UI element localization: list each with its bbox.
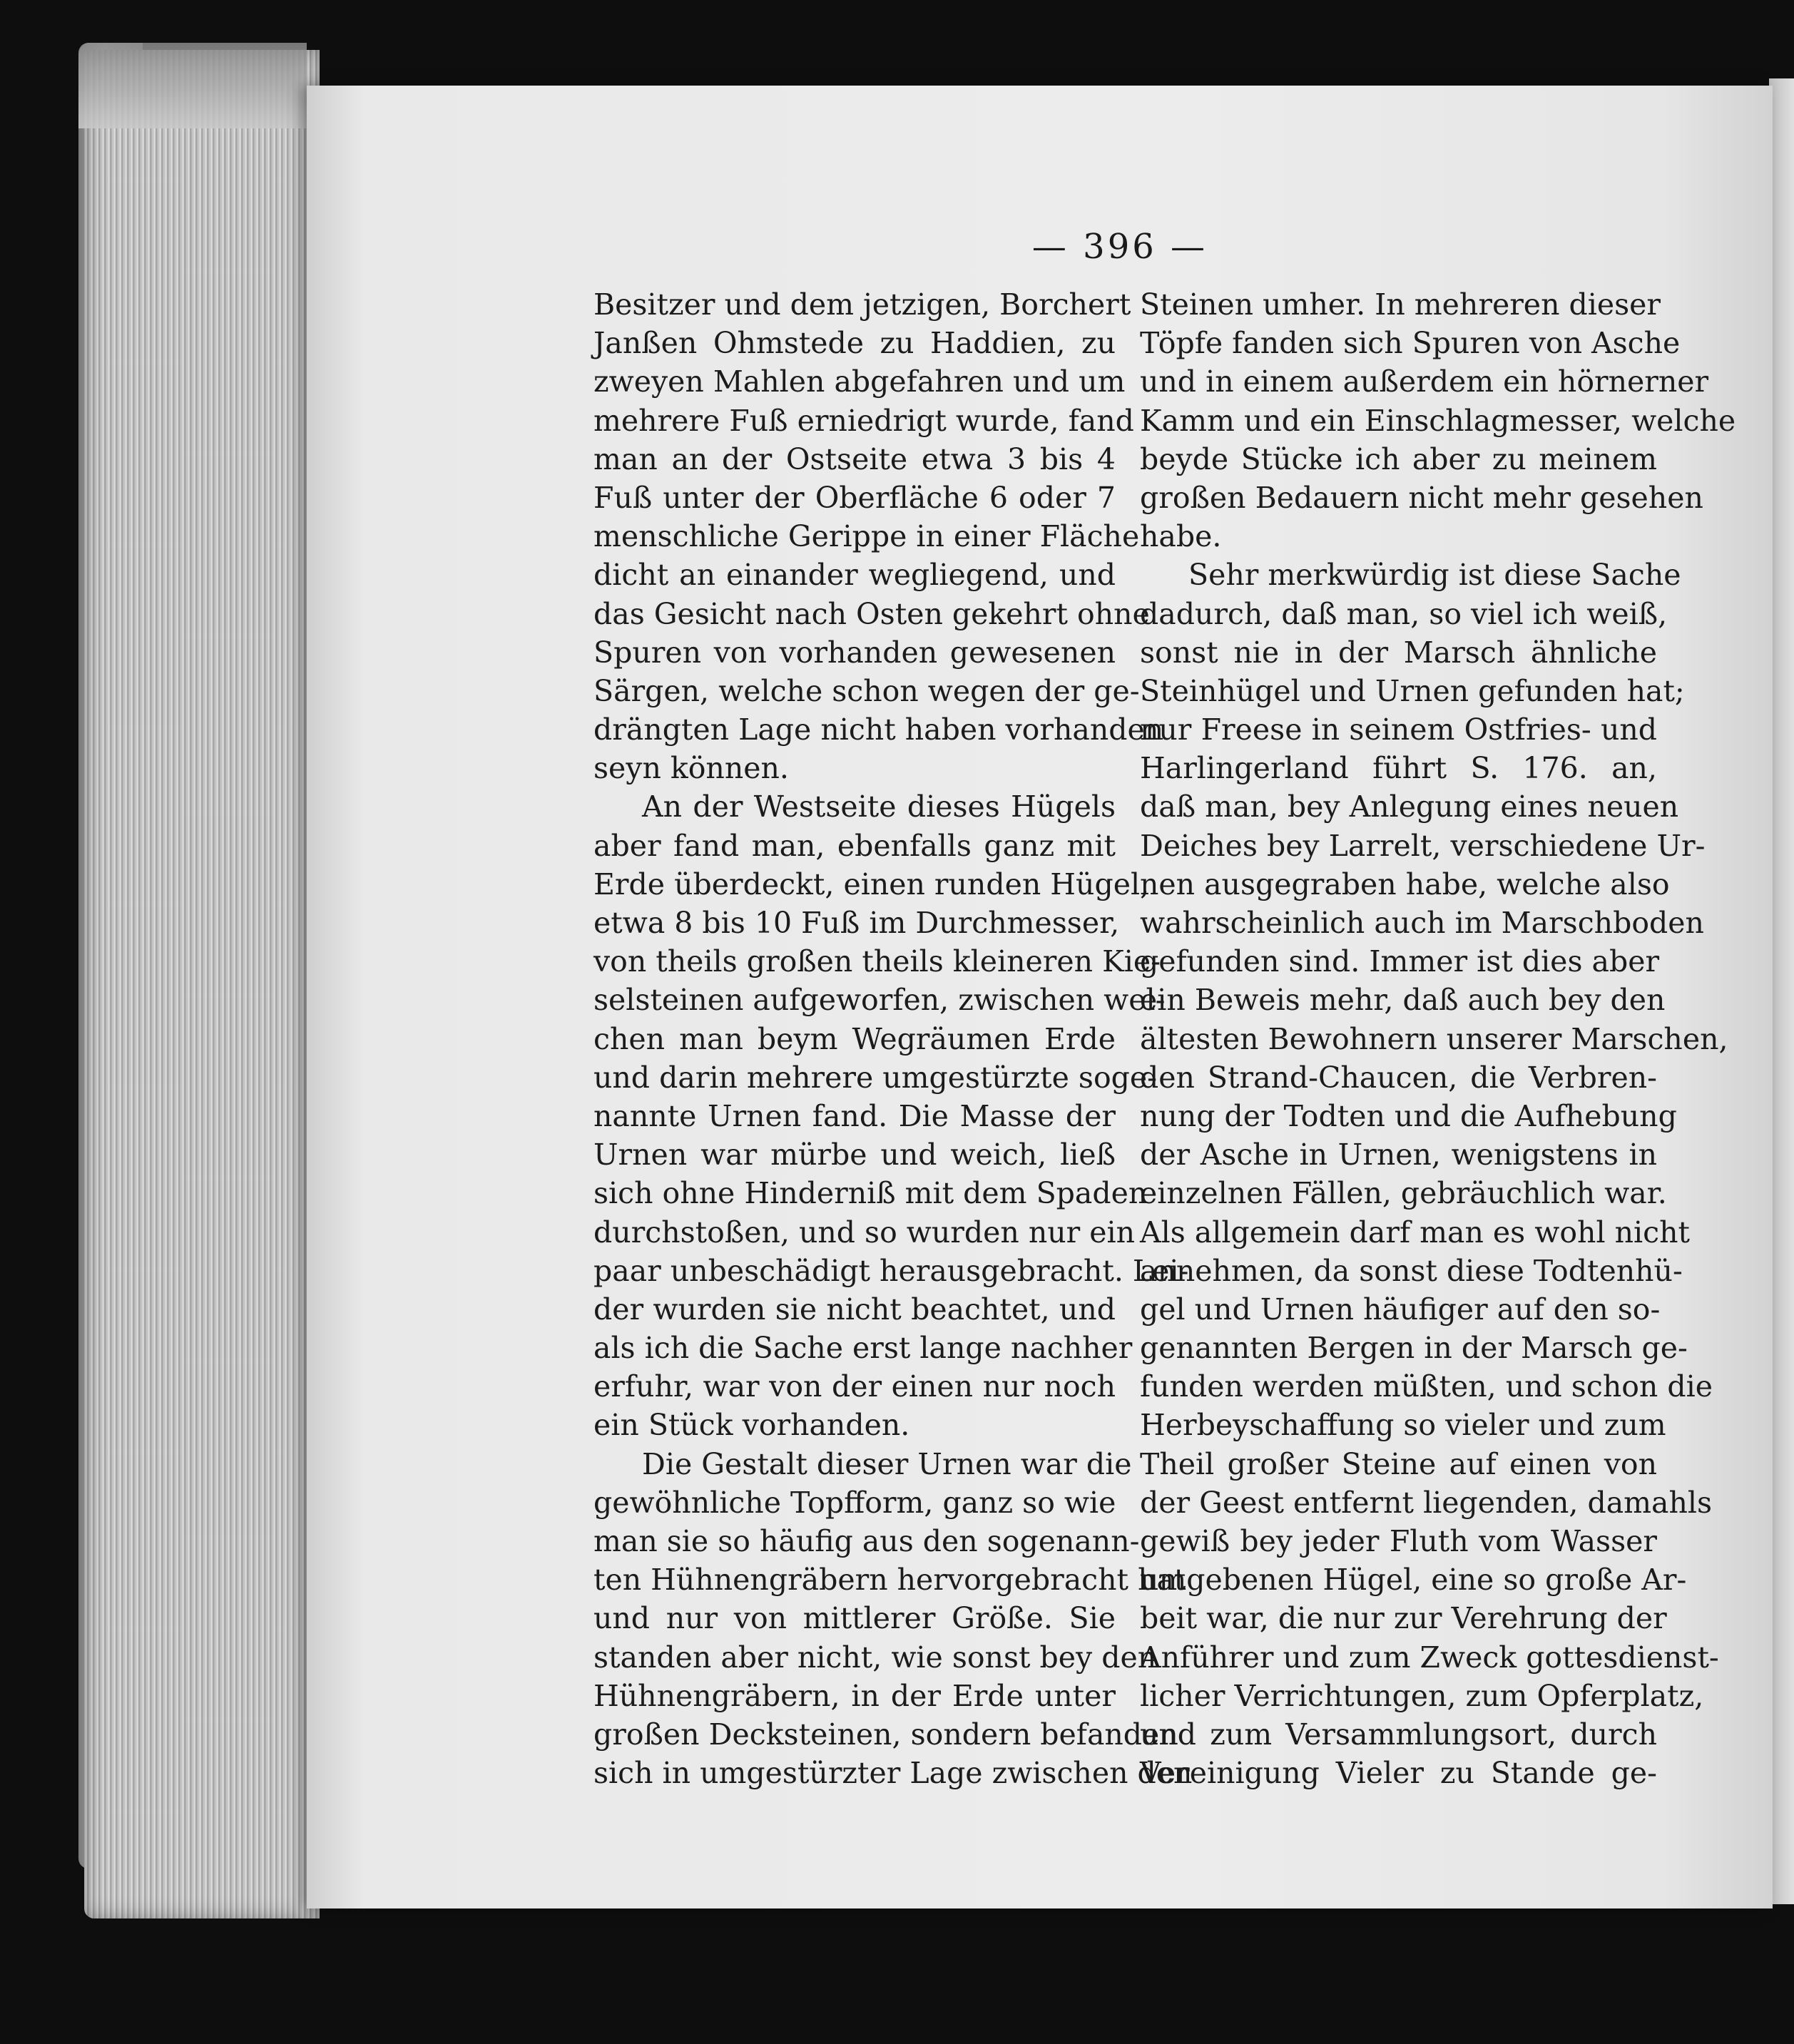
text-line: Vereinigung Vieler zu Stande ge- bbox=[1140, 1756, 1657, 1791]
text-line: Särgen, welche schon wegen der ge- bbox=[593, 673, 1140, 708]
text-line: Als allgemein darf man es wohl nicht bbox=[1140, 1215, 1690, 1250]
text-line: gel und Urnen häufiger auf den so- bbox=[1140, 1292, 1661, 1327]
book-fore-edge bbox=[84, 50, 320, 1918]
text-line: annehmen, da sonst diese Todtenhü- bbox=[1140, 1253, 1683, 1288]
text-line: sonst nie in der Marsch ähnliche bbox=[1140, 635, 1657, 670]
text-line: Urnen war mürbe und weich, ließ bbox=[593, 1138, 1116, 1172]
text-line: Harlingerland führt S. 176. an, bbox=[1140, 751, 1657, 786]
text-line: standen aber nicht, wie sonst bey den bbox=[593, 1640, 1157, 1675]
text-line: beyde Stücke ich aber zu meinem bbox=[1140, 441, 1657, 476]
text-line: dadurch, daß man, so viel ich weiß, bbox=[1140, 596, 1668, 631]
text-line: großen Bedauern nicht mehr gesehen bbox=[1140, 480, 1703, 515]
text-line: Steinen umher. In mehreren dieser bbox=[1140, 287, 1661, 322]
text-line: man an der Ostseite etwa 3 bis 4 bbox=[593, 441, 1116, 476]
text-line: Besitzer und dem jetzigen, Borchert bbox=[593, 287, 1131, 322]
text-line: menschliche Gerippe in einer Fläche bbox=[593, 519, 1140, 554]
text-line: den Strand-Chaucen, die Verbren- bbox=[1140, 1060, 1657, 1095]
text-line: ein Beweis mehr, daß auch bey den bbox=[1140, 983, 1666, 1018]
text-line: zweyen Mahlen abgefahren und um bbox=[593, 364, 1126, 399]
text-line: habe. bbox=[1140, 519, 1222, 554]
text-line: großen Decksteinen, sondern befanden bbox=[593, 1717, 1178, 1752]
text-line: durchstoßen, und so wurden nur ein bbox=[593, 1215, 1136, 1250]
text-line: umgebenen Hügel, eine so große Ar- bbox=[1140, 1563, 1687, 1598]
left-text-column bbox=[593, 285, 1193, 1792]
text-line: Deiches bey Larrelt, verschiedene Ur- bbox=[1140, 828, 1706, 863]
text-line: ten Hühnengräbern hervorgebracht hat bbox=[593, 1563, 1186, 1598]
right-text-column bbox=[1140, 285, 1736, 1792]
text-line: das Gesicht nach Osten gekehrt ohne bbox=[593, 596, 1150, 631]
text-line: Töpfe fanden sich Spuren von Asche bbox=[1140, 326, 1681, 361]
text-line: paar unbeschädigt herausgebracht. Lei- bbox=[593, 1253, 1189, 1288]
text-line: ein Stück vorhanden. bbox=[593, 1408, 910, 1443]
text-line: man sie so häufig aus den sogenann- bbox=[593, 1524, 1140, 1558]
text-line: gewöhnliche Topfform, ganz so wie bbox=[593, 1485, 1116, 1520]
text-line: sich in umgestürzter Lage zwischen den bbox=[593, 1756, 1193, 1791]
text-line: drängten Lage nicht haben vorhanden bbox=[593, 712, 1164, 747]
text-line: dicht an einander wegliegend, und bbox=[593, 558, 1116, 593]
text-line: Die Gestalt dieser Urnen war die bbox=[642, 1446, 1132, 1481]
adjacent-page-strip bbox=[1769, 78, 1794, 1904]
text-line: und zum Versammlungsort, durch bbox=[1140, 1717, 1657, 1752]
text-line: wahrscheinlich auch im Marschboden bbox=[1140, 906, 1704, 940]
text-line: und darin mehrere umgestürzte soge- bbox=[593, 1060, 1158, 1095]
text-line: von theils großen theils kleineren Kie- bbox=[593, 944, 1161, 979]
text-line: erfuhr, war von der einen nur noch bbox=[593, 1369, 1116, 1404]
text-line: als ich die Sache erst lange nachher bbox=[593, 1331, 1133, 1366]
text-line: Sehr merkwürdig ist diese Sache bbox=[1188, 558, 1681, 593]
text-line: aber fand man, ebenfalls ganz mit bbox=[593, 828, 1116, 863]
text-line: beit war, die nur zur Verehrung der bbox=[1140, 1601, 1667, 1636]
text-line: sich ohne Hinderniß mit dem Spaden bbox=[593, 1176, 1148, 1211]
text-line: Spuren von vorhanden gewesenen bbox=[593, 635, 1116, 670]
text-line: nannte Urnen fand. Die Masse der bbox=[593, 1098, 1116, 1133]
text-line: Fuß unter der Oberfläche 6 oder 7 bbox=[593, 480, 1116, 515]
text-line: funden werden müßten, und schon die bbox=[1140, 1369, 1713, 1404]
text-line: und nur von mittlerer Größe. Sie bbox=[593, 1601, 1116, 1636]
text-line: Hühnengräbern, in der Erde unter bbox=[593, 1678, 1116, 1713]
text-line: selsteinen aufgeworfen, zwischen wel- bbox=[593, 983, 1166, 1018]
book-edge-top bbox=[78, 43, 307, 128]
text-line: etwa 8 bis 10 Fuß im Durchmesser, bbox=[593, 906, 1120, 940]
text-line: der wurden sie nicht beachtet, und bbox=[593, 1292, 1116, 1327]
text-line: gewiß bey jeder Fluth vom Wasser bbox=[1140, 1524, 1657, 1558]
text-line: gefunden sind. Immer ist dies aber bbox=[1140, 944, 1660, 979]
text-line: der Geest entfernt liegenden, damahls bbox=[1140, 1485, 1713, 1520]
text-line: Janßen Ohmstede zu Haddien, zu bbox=[593, 326, 1116, 361]
text-line: licher Verrichtungen, zum Opferplatz, bbox=[1140, 1678, 1704, 1713]
text-line: chen man beym Wegräumen Erde bbox=[593, 1021, 1116, 1056]
text-line: seyn können. bbox=[593, 751, 789, 786]
text-line: Herbeyschaffung so vieler und zum bbox=[1140, 1408, 1666, 1443]
text-line: Kamm und ein Einschlagmesser, welche bbox=[1140, 403, 1736, 438]
text-line: Anführer und zum Zweck gottesdienst- bbox=[1140, 1640, 1719, 1675]
text-line: nur Freese in seinem Ostfries- und bbox=[1140, 712, 1657, 747]
text-line: einzelnen Fällen, gebräuchlich war. bbox=[1140, 1176, 1667, 1211]
text-line: An der Westseite dieses Hügels bbox=[642, 790, 1116, 824]
text-line: genannten Bergen in der Marsch ge- bbox=[1140, 1331, 1688, 1366]
text-line: Erde überdeckt, einen runden Hügel, bbox=[593, 867, 1150, 901]
text-line: ältesten Bewohnern unserer Marschen, bbox=[1140, 1021, 1728, 1056]
text-line: Steinhügel und Urnen gefunden hat; bbox=[1140, 673, 1685, 708]
text-line: nung der Todten und die Aufhebung bbox=[1140, 1098, 1677, 1133]
text-line: daß man, bey Anlegung eines neuen bbox=[1140, 790, 1679, 824]
text-line: und in einem außerdem ein hörnerner bbox=[1140, 364, 1709, 399]
text-line: mehrere Fuß erniedrigt wurde, fand bbox=[593, 403, 1134, 438]
text-line: nen ausgegraben habe, welche also bbox=[1140, 867, 1670, 901]
text-line: Theil großer Steine auf einen von bbox=[1140, 1446, 1657, 1481]
page-number: — 396 — bbox=[1031, 227, 1208, 267]
text-line: der Asche in Urnen, wenigstens in bbox=[1140, 1138, 1657, 1172]
